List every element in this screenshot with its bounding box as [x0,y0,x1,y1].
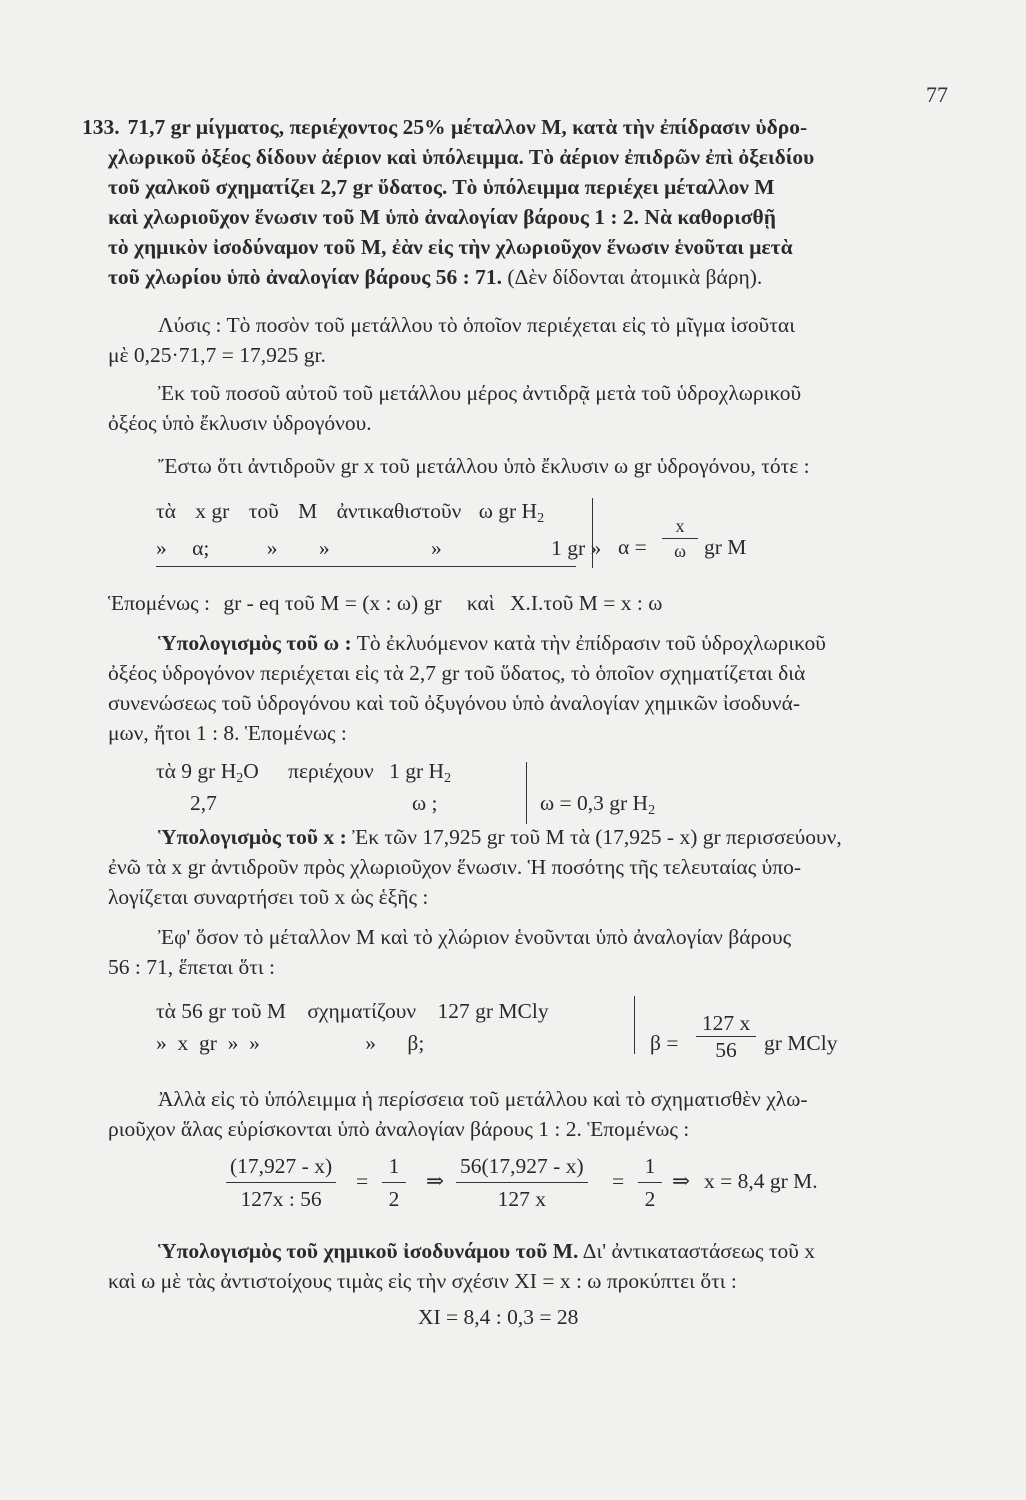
equation-equals-2: = [612,1169,625,1193]
problem-line-4: καὶ χλωριοῦχον ἕνωσιν τοῦ Μ ὑπὸ ἀναλογίαν βάρους 1 : 2. Νὰ καθορισθῇ [108,205,776,229]
prop3-result-unit: gr MCly [764,1031,838,1055]
equation-arrow-2: ⇒ [672,1169,691,1193]
solution-paragraph-3: Ἔστω ὅτι ἀντιδροῦν gr x τοῦ μετάλλου ὑπὸ ἔκλυσιν ω gr ὑδρογόνου, τότε : [158,454,810,478]
equation-fraction-3: $\frac{56(17,927 - x)}{127 x}$ [456,1150,588,1215]
prop1-result-unit: gr M [704,535,747,559]
equation-result: x = 8,4 gr M. [704,1169,818,1193]
problem-line-2: χλωρικοῦ ὀξέος δίδουν ἀέριον καὶ ὑπόλειμμα. Τὸ ἀέριον ἐπιδρῶν ἐπὶ ὀξειδίου [108,145,815,169]
page-number: 77 [926,82,948,107]
solution-label: Λύσις : [158,313,222,337]
equation-equals-1: = [356,1169,369,1193]
prop1-row-2: » α; » » » 1 gr » [156,536,602,560]
prop1-result-lhs: α = [618,535,647,559]
remainder-paragraph: Ἀλλὰ εἰς τὸ ὑπόλειμμα ἡ περίσσεια τοῦ μετάλλου καὶ τὸ σχηματισθὲν χλω- ριοῦχον ἅλας εὑρίσκονται ὑπὸ ἀναλογίαν βάρους 1 : 2. Ἑπομένως : [108,1087,808,1141]
equation-fraction-1: $\frac{(17,927 - x)}{127x : 56}$ [226,1150,336,1215]
solution-line-2: μὲ 0,25·71,7 = 17,925 gr. [108,343,326,367]
prop2-result: ω = 0,3 gr $H_2$ [540,791,656,818]
prop1-row-1: τὰ x gr τοῦ Μ ἀντικαθιστοῦν ω gr $H_2$ [156,499,545,526]
prop2-row-1: τὰ 9 gr $H_2O$ περιέχουν 1 gr $H_2$ [156,759,452,786]
prop3-divider [634,996,635,1054]
equivalent-line: Ἑπομένως : gr - eq τοῦ Μ = (x : ω) gr καὶ Χ.Ι.τοῦ Μ = x : ω [108,591,663,615]
prop3-result-fraction: $\frac{127 x}{56}$ [696,1010,756,1063]
solution-intro [108,310,952,370]
equation-fraction-4: $\frac{1}{2}$ [638,1150,662,1215]
prop1-result-fraction: $\frac{x}{\omega}$ [662,514,698,563]
prop3-row-1: τὰ 56 gr τοῦ Μ σχηματίζουν 127 gr MCly [156,999,549,1023]
equation-fraction-2: $\frac{1}{2}$ [382,1150,406,1215]
prop3-row-2: » x gr » » » β; [156,1031,425,1055]
problem-line-3: τοῦ χαλκοῦ σχηματίζει 2,7 gr ὕδατος. Τὸ ὑπόλειμμα περιέχει μέταλλον Μ [108,175,775,199]
problem-statement [82,112,952,292]
problem-number: 133. [82,115,120,139]
calc-x-title: Ὑπολογισμὸς τοῦ x : [158,825,347,849]
equation-arrow-1: ⇒ [426,1169,445,1193]
solution-line-1: Λύσις : Τὸ ποσὸν τοῦ μετάλλου τὸ ὁποῖον περιέχεται εἰς τὸ μῖγμα ἰσοῦται [158,313,795,337]
prop2-divider [526,762,527,824]
prop3-result-lhs: β = [650,1031,679,1055]
calc-omega-title: Ὑπολογισμὸς τοῦ ω : [158,631,352,655]
problem-note: (Δὲν δίδονται ἀτομικὰ βάρη). [507,265,763,289]
solution-paragraph-2: Ἐκ τοῦ ποσοῦ αὐτοῦ τοῦ μετάλλου μέρος ἀντιδρᾷ μετὰ τοῦ ὑδροχλωρικοῦ ὀξέος ὑπὸ ἔκλυσιν ὑδρογόνου. [108,381,802,435]
problem-line-1: 133. 71,7 gr μίγματος, περιέχοντος 25% μέταλλον Μ, κατὰ τὴν ἐπίδρασιν ὑδρο- [82,115,808,139]
final-paragraph: Ὑπολογισμὸς τοῦ χημικοῦ ἰσοδυνάμου τοῦ Μ. Δι' ἀντικαταστάσεως τοῦ x καὶ ω μὲ τὰς ἀντιστοίχους τιμὰς εἰς τὴν σχέσιν ΧΙ = x : ω προκύπτει ὅτι : [108,1239,816,1293]
calc-omega: Ὑπολογισμὸς τοῦ ω : Τὸ ἐκλυόμενον κατὰ τὴν ἐπίδρασιν τοῦ ὑδροχλωρικοῦ ὀξέος ὑδρογόνον περιέχεται εἰς τὰ 2,7 gr τοῦ ὕδατος, τὸ ὁποῖον σχηματίζεται διὰ συνενώσεως τοῦ ὑδρογόνου καὶ τοῦ ὀξυγόνου ὑπὸ ἀναλογίαν χημικῶν ἰσοδυνά- μων, ἤτοι 1 : 8. Ἑπομένως : [108,631,826,745]
final-title: Ὑπολογισμὸς τοῦ χημικοῦ ἰσοδυνάμου τοῦ Μ. [158,1239,579,1263]
prop2-row-2b: ω ; [412,791,438,815]
prop1-divider [592,498,593,568]
calc-x: Ὑπολογισμὸς τοῦ x : Ἐκ τῶν 17,925 gr τοῦ Μ τὰ (17,925 - x) gr περισσεύουν, ἐνῶ τὰ x gr ἀντιδροῦν πρὸς χλωριοῦχον ἕνωσιν. Ἡ ποσότης τῆς τελευταίας ὑπο- λογίζεται συναρτήσει τοῦ x ὡς ἑξῆς : Ἐφ' ὅσον τὸ μέταλλον Μ καὶ τὸ χλώριον ἑνοῦνται ὑπὸ ἀναλογίαν βάρους 56 : 71, ἕπεται ὅτι : [108,825,842,979]
problem-line-5: τὸ χημικὸν ἰσοδύναμον τοῦ Μ, ἐὰν εἰς τὴν χλωριοῦχον ἕνωσιν ἑνοῦται μετὰ [108,235,793,259]
prop2-row-2a: 2,7 [190,791,217,815]
problem-line-6: τοῦ χλωρίου ὑπὸ ἀναλογίαν βάρους 56 : 71. (Δὲν δίδονται ἀτομικὰ βάρη). [108,265,763,289]
prop1-underline [156,566,576,567]
final-result: ΧΙ = 8,4 : 0,3 = 28 [418,1305,579,1329]
